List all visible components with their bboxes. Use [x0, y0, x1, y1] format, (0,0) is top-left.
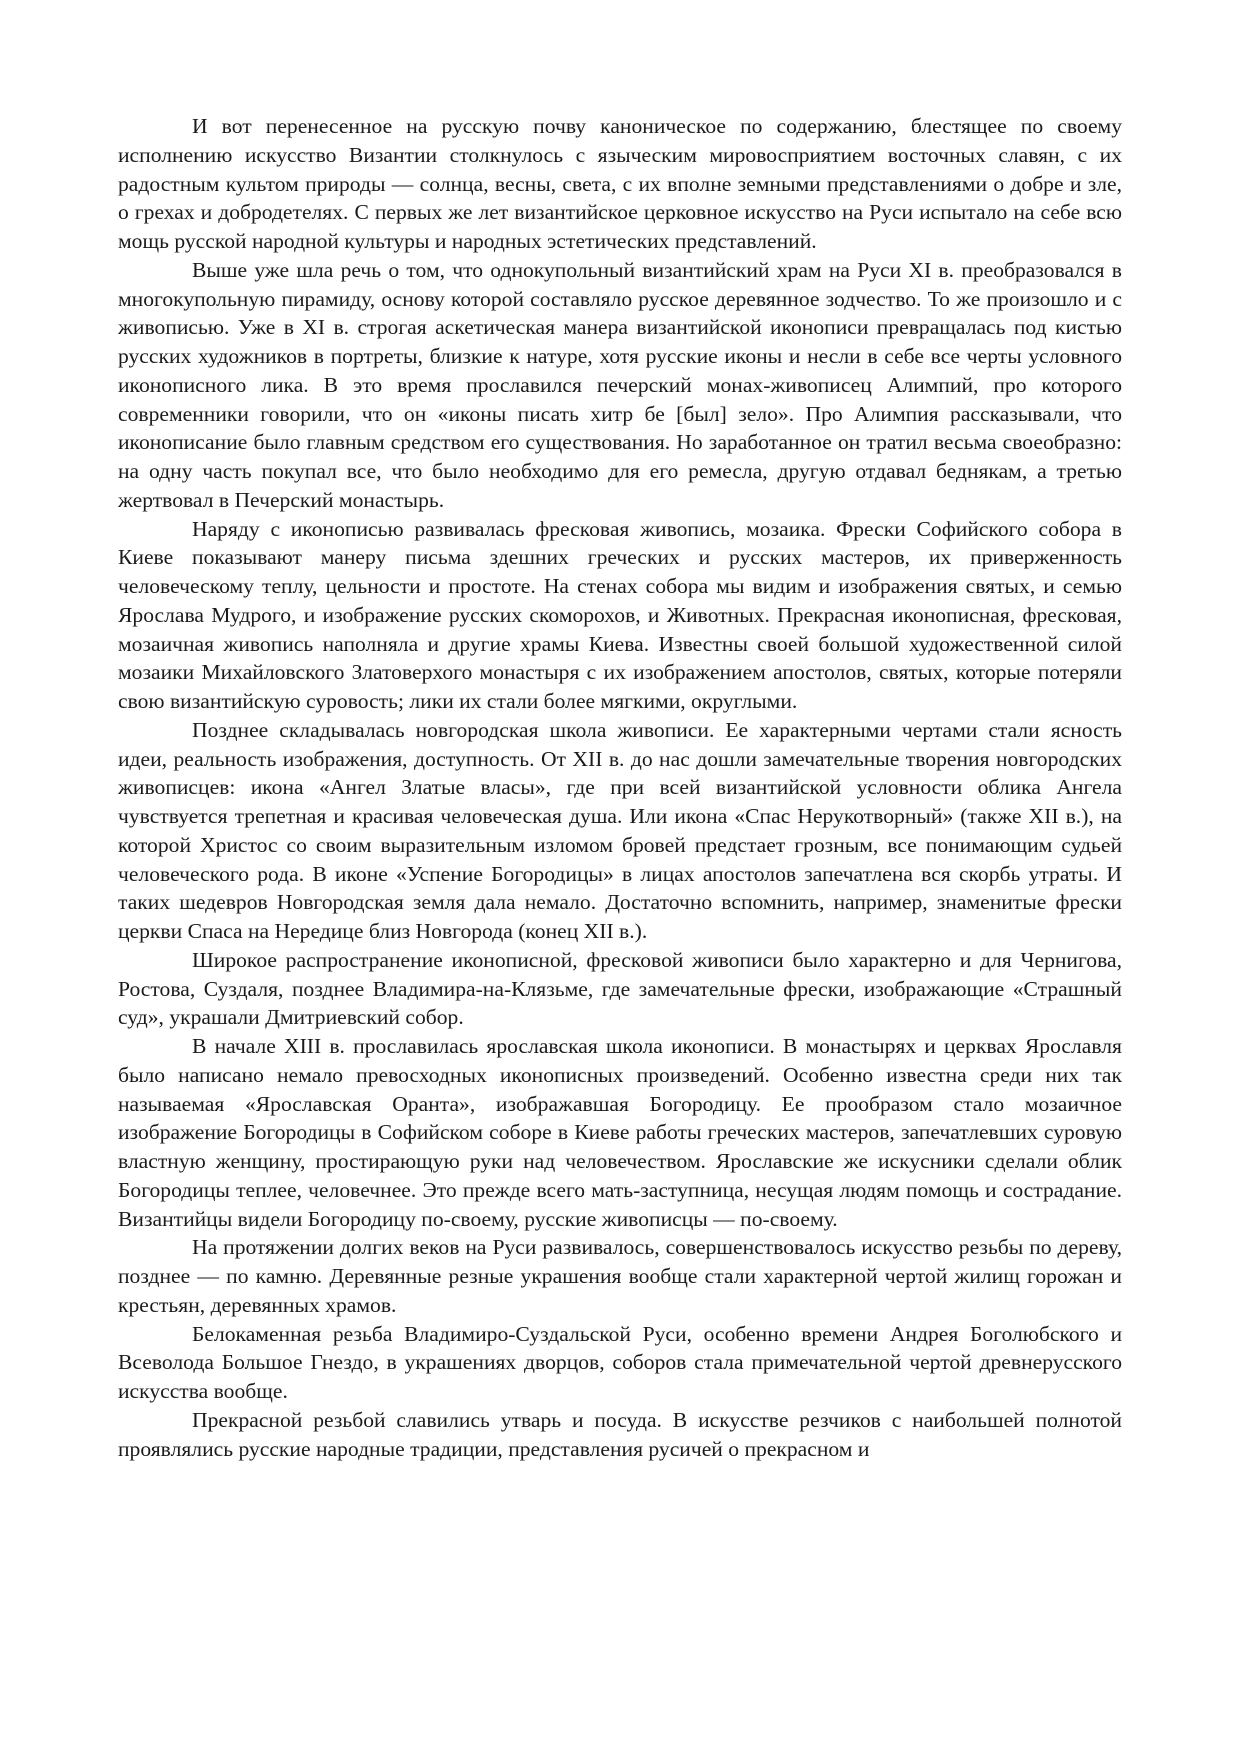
paragraph-3: Наряду с иконописью развивалась фресковая живопись, мозаика. Фрески Софийского собора в Киеве показывают манеру письма здешних греческих и русских мастеров, их приверженность человеческому теплу, цельности и простоте. На стенах собора мы видим и изображения святых, и семью Ярослава Мудрого, и изображение русских скоморохов, и Животных. Прекрасная иконописная, фресковая, мозаичная живопись наполняла и другие храмы Киева. Известны своей большой художественной силой мозаики Михайловского Златоверхого монастыря с их изображением апостолов, святых, которые потеряли свою византийскую суровость; лики их стали более мягкими, округлыми. [118, 516, 1122, 713]
paragraph-7: На протяжении долгих веков на Руси развивалось, совершенствовалось искусство резьбы по дереву, позднее — по камню. Деревянные резные украшения вообще стали характерной чертой жилищ горожан и крестьян, деревянных храмов. [118, 1235, 1122, 1317]
paragraph-5: Широкое распространение иконописной, фресковой живописи было характерно и для Чернигова, Ростова, Суздаля, позднее Владимира-на-Клязьме, где замечательные фрески, изображающие «Страшный суд», украшали Дмитриевский собор. [118, 947, 1122, 1030]
paragraph-8: Белокаменная резьба Владимиро-Суздальской Руси, особенно времени Андрея Боголюбского и Всеволода Большое Гнездо, в украшениях дворцов, соборов стала примечательной чертой древнерусского искусства вообще. [118, 1321, 1122, 1403]
paragraph-4: Позднее складывалась новгородская школа живописи. Ее характерными чертами стали ясность идеи, реальность изображения, доступность. От XII в. до нас дошли замечательные творения новгородских живописцев: икона «Ангел Златые власы», где при всей византийской условности облика Ангела чувствуется трепетная и красивая человеческая душа. Или икона «Спас Нерукотворный» (также XII в.), на которой Христос со своим выразительным изломом бровей предстает грозным, все понимающим судьей человеческого рода. В иконе «Успение Богородицы» в лицах апостолов запечатлена вся скорбь утраты. И таких шедевров Новгородская земля дала немало. Достаточно вспомнить, например, знаменитые фрески церкви Спаса на Нередице близ Новгорода (конец XII в.). [118, 717, 1122, 943]
paragraph-2: Выше уже шла речь о том, что однокупольный византийский храм на Руси XI в. преобразовался в многокупольную пирамиду, основу которой составляло русское деревянное зодчество. То же произошло и с живописью. Уже в XI в. строгая аскетическая манера византийской иконописи превращалась под кистью русских художников в портреты, близкие к натуре, хотя русские иконы и несли в себе все черты условного иконописного лика. В это время прославился печерский монах-живописец Алимпий, про которого современники говорили, что он «иконы писать хитр бе [был] зело». Про Алимпия рассказывали, что иконописание было главным средством его существования. Но заработанное он тратил весьма своеобразно: на одну часть покупал все, что было необходимо для его ремесла, другую отдавал беднякам, а третью жертвовал в Печерский монастырь. [118, 257, 1122, 512]
paragraph-9: Прекрасной резьбой славились утварь и посуда. В искусстве резчиков с наибольшей полнотой проявлялись русские народные традиции, представления русичей о прекрасном и [118, 1407, 1122, 1461]
document-page [118, 112, 1122, 1463]
paragraph-1: И вот перенесенное на русскую почву каноническое по содержанию, блестящее по своему исполнению искусство Византии столкнулось с языческим мировосприятием восточных славян, с их радостным культом природы — солнца, весны, света, с их вполне земными представлениями о добре и зле, о грехах и добродетелях. С первых же лет византийское церковное искусство на Руси испытало на себе всю мощь русской народной культуры и народных эстетических представлений. [118, 114, 1122, 253]
paragraph-6: В начале XIII в. прославилась ярославская школа иконописи. В монастырях и церквах Ярославля было написано немало превосходных иконописных произведений. Особенно известна среди них так называемая «Ярославская Оранта», изображавшая Богородицу. Ее прообразом стало мозаичное изображение Богородицы в Софийском соборе в Киеве работы греческих мастеров, запечатлевших суровую властную женщину, простирающую руки над человечеством. Ярославские же искусники сделали облик Богородицы теплее, человечнее. Это прежде всего мать-заступница, несущая людям помощь и сострадание. Византийцы видели Богородицу по-своему, русские живописцы — по-своему. [118, 1034, 1122, 1231]
